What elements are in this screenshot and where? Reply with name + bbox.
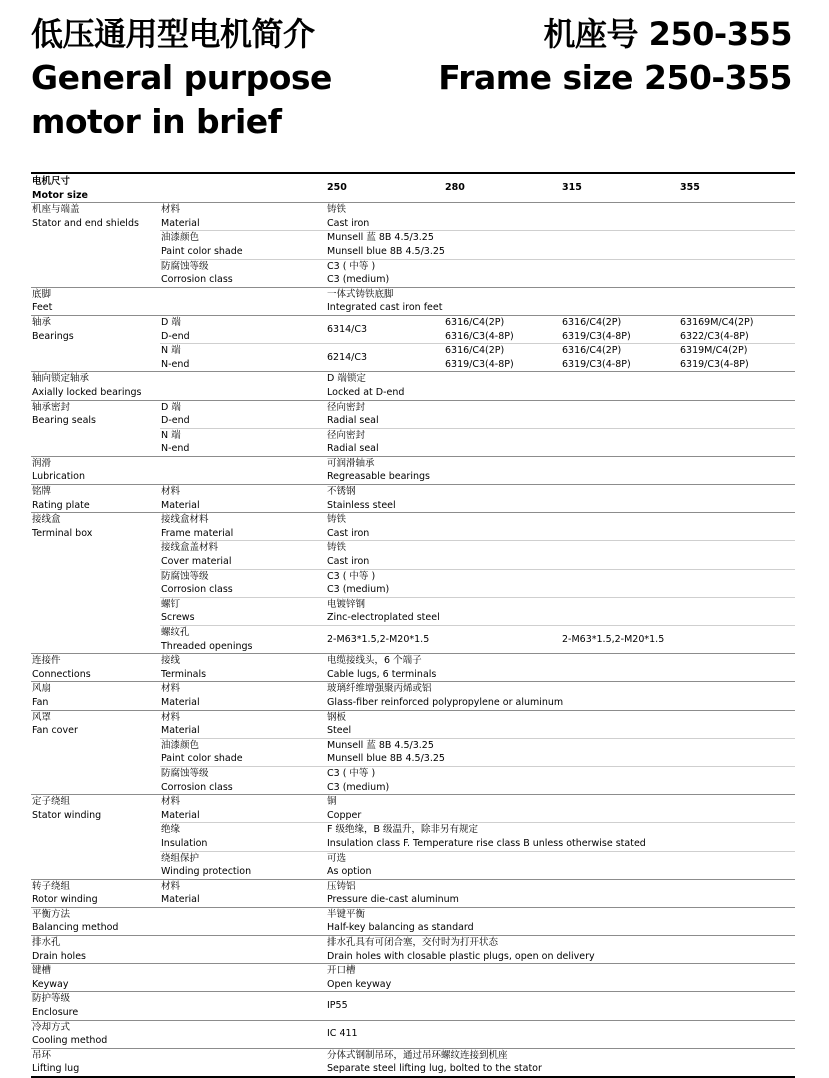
cell-value: 可选 As option	[326, 851, 795, 879]
row-label: 风罩 Fan cover	[31, 710, 160, 795]
cell-value: 6314/C3	[326, 315, 444, 343]
sub-label: N 端 N-end	[160, 428, 326, 456]
sub-label: 螺钉 Screws	[160, 597, 326, 625]
sub-label: 绝缘 Insulation	[160, 823, 326, 851]
cell-value: 2-M63*1.5,2-M20*1.5	[326, 626, 561, 654]
table-row	[31, 315, 795, 343]
table-row	[31, 654, 795, 682]
table-row	[31, 513, 795, 541]
sub-label: 防腐蚀等级 Corrosion class	[160, 259, 326, 287]
row-label: 平衡方法 Balancing method	[31, 907, 326, 935]
cell-value: 一体式铸铁底脚 Integrated cast iron feet	[326, 287, 795, 315]
row-label: 冷却方式 Cooling method	[31, 1020, 326, 1048]
cell-value: 半键平衡 Half-key balancing as standard	[326, 907, 795, 935]
cell-value: C3 ( 中等 ) C3 (medium)	[326, 569, 795, 597]
frame-size-title	[372, 12, 792, 100]
row-label: 风扇 Fan	[31, 682, 160, 710]
header-frame-355: 355	[680, 182, 700, 194]
header-frame-315: 315	[562, 182, 582, 194]
row-label: 排水孔 Drain holes	[31, 936, 326, 964]
table-row	[31, 1048, 795, 1077]
table-row	[31, 1020, 795, 1048]
table-header	[31, 173, 795, 203]
cell-value: 6316/C4(2P) 6319/C3(4-8P)	[561, 315, 679, 343]
sub-label: 材料 Material	[160, 879, 326, 907]
sub-label: 材料 Material	[160, 795, 326, 823]
row-label: 吊环 Lifting lug	[31, 1048, 326, 1077]
sub-label: 材料 Material	[160, 710, 326, 738]
cell-value: D 端锁定 Locked at D-end	[326, 372, 795, 400]
sub-label: 接线盒盖材料 Cover material	[160, 541, 326, 569]
row-label: 防护等级 Enclosure	[31, 992, 326, 1020]
frame-size-en: Frame size 250-355	[438, 58, 792, 97]
cell-value: 6214/C3	[326, 344, 444, 372]
cell-value: 钢板 Steel	[326, 710, 795, 738]
row-label: 机座与端盖 Stator and end shields	[31, 203, 160, 288]
cell-value: IP55	[326, 992, 795, 1020]
cell-value: 63169M/C4(2P) 6322/C3(4-8P)	[679, 315, 795, 343]
cell-value: IC 411	[326, 1020, 795, 1048]
sub-label: 接线 Terminals	[160, 654, 326, 682]
frame-size-cn: 机座号 250-355	[543, 15, 792, 53]
table-row	[31, 795, 795, 823]
sub-label: 绕组保护 Winding protection	[160, 851, 326, 879]
cell-value: C3 ( 中等 ) C3 (medium)	[326, 766, 795, 794]
header-motor-size: 电机尺寸 Motor size	[32, 176, 88, 201]
cell-value: 不锈钢 Stainless steel	[326, 485, 795, 513]
cell-value: 铸铁 Cast iron	[326, 513, 795, 541]
title-cn: 低压通用型电机简介	[31, 15, 315, 53]
table-row	[31, 992, 795, 1020]
row-label: 接线盒 Terminal box	[31, 513, 160, 654]
title-en-line1: General purpose	[31, 58, 332, 97]
sub-label: 接线盒材料 Frame material	[160, 513, 326, 541]
sub-label: 材料 Material	[160, 682, 326, 710]
sub-label: 材料 Material	[160, 203, 326, 231]
cell-value: 开口槽 Open keyway	[326, 964, 795, 992]
header-frame-280: 280	[445, 182, 465, 194]
table-row	[31, 372, 795, 400]
sub-label: 油漆颜色 Paint color shade	[160, 738, 326, 766]
cell-value: C3 ( 中等 ) C3 (medium)	[326, 259, 795, 287]
table-row	[31, 682, 795, 710]
table-row	[31, 456, 795, 484]
row-label: 转子绕组 Rotor winding	[31, 879, 160, 907]
row-label: 润滑 Lubrication	[31, 456, 326, 484]
sub-label: N 端 N-end	[160, 344, 326, 372]
cell-value: 2-M63*1.5,2-M20*1.5	[561, 626, 795, 654]
table-row	[31, 964, 795, 992]
sub-label: 螺纹孔 Threaded openings	[160, 626, 326, 654]
row-label: 铭牌 Rating plate	[31, 485, 160, 513]
row-label: 底脚 Feet	[31, 287, 326, 315]
table-row	[31, 485, 795, 513]
cell-value: 铸铁 Cast iron	[326, 541, 795, 569]
cell-value: 6316/C4(2P) 6316/C3(4-8P)	[444, 315, 561, 343]
cell-value: F 级绝缘，B 级温升，除非另有规定 Insulation class F. Temperature rise class B unless otherwise stated	[326, 823, 795, 851]
row-label: 轴承 Bearings	[31, 315, 160, 371]
row-label: 键槽 Keyway	[31, 964, 326, 992]
cell-value: 径向密封 Radial seal	[326, 400, 795, 428]
table-row	[31, 287, 795, 315]
table-row	[31, 203, 795, 231]
row-label: 连接件 Connections	[31, 654, 160, 682]
row-label: 轴承密封 Bearing seals	[31, 400, 160, 456]
table-row	[31, 710, 795, 738]
sub-label: 材料 Material	[160, 485, 326, 513]
cell-value: Munsell 蓝 8B 4.5/3.25 Munsell blue 8B 4.5/3.25	[326, 738, 795, 766]
sub-label: D 端 D-end	[160, 315, 326, 343]
cell-value: 电缆接线头，6 个端子 Cable lugs, 6 terminals	[326, 654, 795, 682]
spec-table	[31, 172, 795, 1078]
table-row	[31, 936, 795, 964]
sub-label: 防腐蚀等级 Corrosion class	[160, 766, 326, 794]
cell-value: 6319M/C4(2P) 6319/C3(4-8P)	[679, 344, 795, 372]
sub-label: 油漆颜色 Paint color shade	[160, 231, 326, 259]
sub-label: 防腐蚀等级 Corrosion class	[160, 569, 326, 597]
cell-value: 电镀锌钢 Zinc-electroplated steel	[326, 597, 795, 625]
cell-value: Munsell 蓝 8B 4.5/3.25 Munsell blue 8B 4.5/3.25	[326, 231, 795, 259]
cell-value: 分体式钢制吊环，通过吊环螺纹连接到机座 Separate steel lifting lug, bolted to the stator	[326, 1048, 795, 1077]
cell-value: 6316/C4(2P) 6319/C3(4-8P)	[444, 344, 561, 372]
cell-value: 铸铁 Cast iron	[326, 203, 795, 231]
header-frame-250: 250	[327, 182, 347, 194]
cell-value: 压铸铝 Pressure die-cast aluminum	[326, 879, 795, 907]
cell-value: 可润滑轴承 Regreasable bearings	[326, 456, 795, 484]
table-row	[31, 400, 795, 428]
title-en-line2: motor in brief	[31, 102, 282, 141]
page-title	[31, 12, 431, 144]
cell-value: 排水孔具有可闭合塞，交付时为打开状态 Drain holes with closable plastic plugs, open on delivery	[326, 936, 795, 964]
table-row	[31, 879, 795, 907]
cell-value: 6316/C4(2P) 6319/C3(4-8P)	[561, 344, 679, 372]
table-row	[31, 907, 795, 935]
cell-value: 铜 Copper	[326, 795, 795, 823]
cell-value: 径向密封 Radial seal	[326, 428, 795, 456]
sub-label: D 端 D-end	[160, 400, 326, 428]
row-label: 定子绕组 Stator winding	[31, 795, 160, 880]
row-label: 轴向锁定轴承 Axially locked bearings	[31, 372, 326, 400]
cell-value: 玻璃纤维增强聚丙烯或铝 Glass-fiber reinforced polypropylene or aluminum	[326, 682, 795, 710]
